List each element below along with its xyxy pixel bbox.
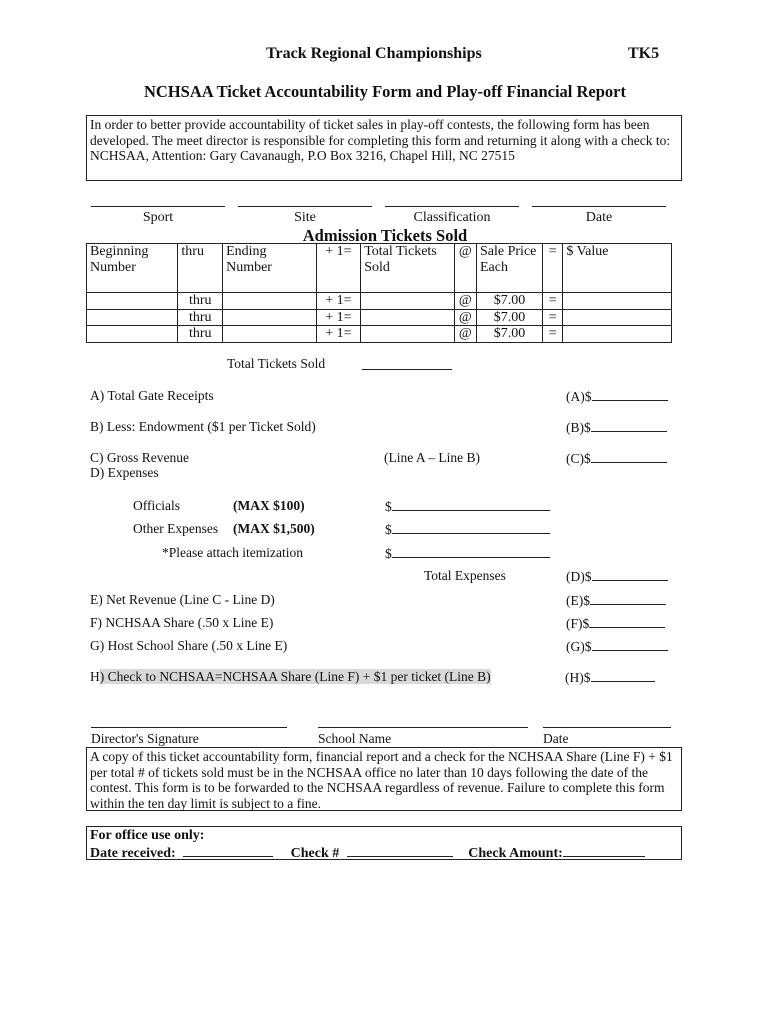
line-d-label: D) Expenses [90, 465, 159, 480]
itemization-prefix: $ [385, 546, 392, 561]
plus1-cell: + 1= [316, 293, 361, 310]
line-f-label: F) NCHSAA Share (.50 x Line E) [90, 615, 274, 630]
line-g-label: G) Host School Share (.50 x Line E) [90, 638, 288, 653]
line-c-prefix: (C)$ [566, 451, 591, 466]
value-cell[interactable] [563, 326, 672, 343]
event-title: Track Regional Championships [266, 45, 482, 62]
plus1-cell: + 1= [316, 326, 361, 343]
table-row [87, 309, 672, 326]
line-b-prefix: (B)$ [566, 420, 591, 435]
line-e-field[interactable] [566, 592, 666, 609]
office-use-heading: For office use only: [90, 828, 205, 843]
office-use-row [90, 844, 678, 862]
beginning-cell[interactable] [87, 326, 178, 343]
line-e-prefix: (E)$ [566, 593, 590, 608]
plus1-cell: + 1= [316, 309, 361, 326]
col-price: Sale Price Each [477, 244, 543, 293]
thru-cell: thru [178, 293, 223, 310]
at-cell: @ [454, 326, 476, 343]
line-c-label: C) Gross Revenue [90, 450, 189, 465]
table-row [87, 326, 672, 343]
check-number-field[interactable] [347, 844, 453, 857]
classification-field[interactable] [385, 206, 519, 207]
line-e-label: E) Net Revenue (Line C - Line D) [90, 592, 275, 607]
eq-cell: = [543, 293, 563, 310]
ending-cell[interactable] [223, 309, 316, 326]
line-a-prefix: (A)$ [566, 389, 592, 404]
itemization-field[interactable] [385, 545, 550, 562]
line-h-prefix: H [90, 669, 100, 684]
line-f-prefix: (F)$ [566, 616, 590, 631]
col-plus1: + 1= [316, 244, 361, 293]
other-expenses-max: (MAX $1,500) [233, 521, 315, 536]
line-h-highlight: ) Check to NCHSAA=NCHSAA Share (Line F) + $1 per ticket (Line B) [99, 669, 491, 684]
total-cell[interactable] [361, 293, 454, 310]
check-number-label: Check # [290, 846, 340, 861]
school-name-field[interactable] [318, 727, 528, 728]
col-eq: = [543, 244, 563, 293]
total-cell[interactable] [361, 309, 454, 326]
ending-cell[interactable] [223, 326, 316, 343]
thru-cell: thru [178, 326, 223, 343]
line-a-field[interactable] [566, 388, 668, 405]
site-label: Site [294, 210, 316, 225]
line-b-field[interactable] [566, 419, 667, 436]
site-field[interactable] [238, 206, 372, 207]
col-at: @ [454, 244, 476, 293]
mailing-address: NCHSAA, Attention: Gary Cavanaugh, P.O Box 3216, Chapel Hill, NC 27515 [90, 148, 515, 163]
intro-box [86, 115, 682, 181]
line-h-field[interactable] [565, 669, 655, 686]
line-c-note: (Line A – Line B) [384, 450, 480, 465]
line-g-prefix: (G)$ [566, 639, 592, 654]
office-use-box [86, 826, 682, 860]
at-cell: @ [454, 309, 476, 326]
line-d-prefix: (D)$ [566, 569, 592, 584]
total-expenses-label: Total Expenses [424, 568, 506, 583]
price-cell: $7.00 [477, 326, 543, 343]
col-total: Total Tickets Sold [361, 244, 454, 293]
signature-date-field[interactable] [543, 727, 671, 728]
signature-date-label: Date [543, 731, 569, 746]
thru-cell: thru [178, 309, 223, 326]
value-cell[interactable] [563, 293, 672, 310]
line-a-label: A) Total Gate Receipts [90, 388, 214, 403]
classification-label: Classification [413, 210, 491, 225]
at-cell: @ [454, 293, 476, 310]
col-beginning: Beginning Number [87, 244, 178, 293]
director-signature-field[interactable] [91, 727, 287, 728]
other-expenses-label: Other Expenses [133, 521, 219, 536]
line-h-prefix-field: (H)$ [565, 670, 591, 685]
officials-prefix: $ [385, 499, 392, 514]
col-thru: thru [178, 244, 223, 293]
beginning-cell[interactable] [87, 293, 178, 310]
price-cell: $7.00 [477, 309, 543, 326]
line-f-field[interactable] [566, 615, 665, 632]
intro-text: In order to better provide accountability of ticket sales in play-off contests, the following form has been developed. The meet director is responsible for completing this form and returning it along with a check to: [90, 117, 671, 148]
ending-cell[interactable] [223, 293, 316, 310]
officials-max: (MAX $100) [233, 498, 305, 513]
form-title: NCHSAA Ticket Accountability Form and Play-off Financial Report [143, 82, 626, 101]
total-cell[interactable] [361, 326, 454, 343]
line-b-label: B) Less: Endowment ($1 per Ticket Sold) [90, 419, 316, 434]
value-cell[interactable] [563, 309, 672, 326]
price-cell: $7.00 [477, 293, 543, 310]
other-expenses-field[interactable] [385, 521, 550, 538]
form-code: TK5 [628, 45, 660, 62]
school-name-label: School Name [318, 731, 392, 746]
itemization-note: *Please attach itemization [162, 545, 303, 560]
eq-cell: = [543, 326, 563, 343]
total-tickets-field[interactable] [362, 369, 452, 370]
line-g-field[interactable] [566, 638, 668, 655]
eq-cell: = [543, 309, 563, 326]
line-h-label [90, 669, 491, 685]
other-expenses-prefix: $ [385, 522, 392, 537]
beginning-cell[interactable] [87, 309, 178, 326]
sport-field[interactable] [91, 206, 225, 207]
table-header-row [87, 244, 672, 293]
deadline-notice: A copy of this ticket accountability form, financial report and a check for the NCHSAA Share (Line F) + $1 per total # of tickets sold must be in the NCHSAA office no later than 10 days following the date of the contest. This form is to be forwarded to the NCHSAA regardless of revenue. Failure to complete this form within the ten day limit is subject to a fine. [86, 747, 682, 811]
date-received-field[interactable] [183, 844, 273, 857]
officials-label: Officials [133, 498, 180, 513]
tickets-table [86, 243, 672, 343]
line-d-field[interactable] [566, 568, 668, 585]
sport-label: Sport [142, 210, 174, 225]
check-amount-label: Check Amount: [468, 846, 563, 861]
date-label: Date [585, 210, 613, 225]
date-received-label: Date received: [90, 846, 176, 861]
table-row [87, 293, 672, 310]
director-signature-label: Director's Signature [91, 731, 199, 746]
check-amount-field[interactable] [563, 844, 645, 857]
line-c-field[interactable] [566, 450, 667, 467]
officials-field[interactable] [385, 498, 550, 515]
date-field[interactable] [532, 206, 666, 207]
tickets-heading: Admission Tickets Sold [302, 226, 468, 245]
col-value: $ Value [563, 244, 672, 293]
total-tickets-label: Total Tickets Sold [227, 356, 326, 371]
col-ending: Ending Number [223, 244, 316, 293]
